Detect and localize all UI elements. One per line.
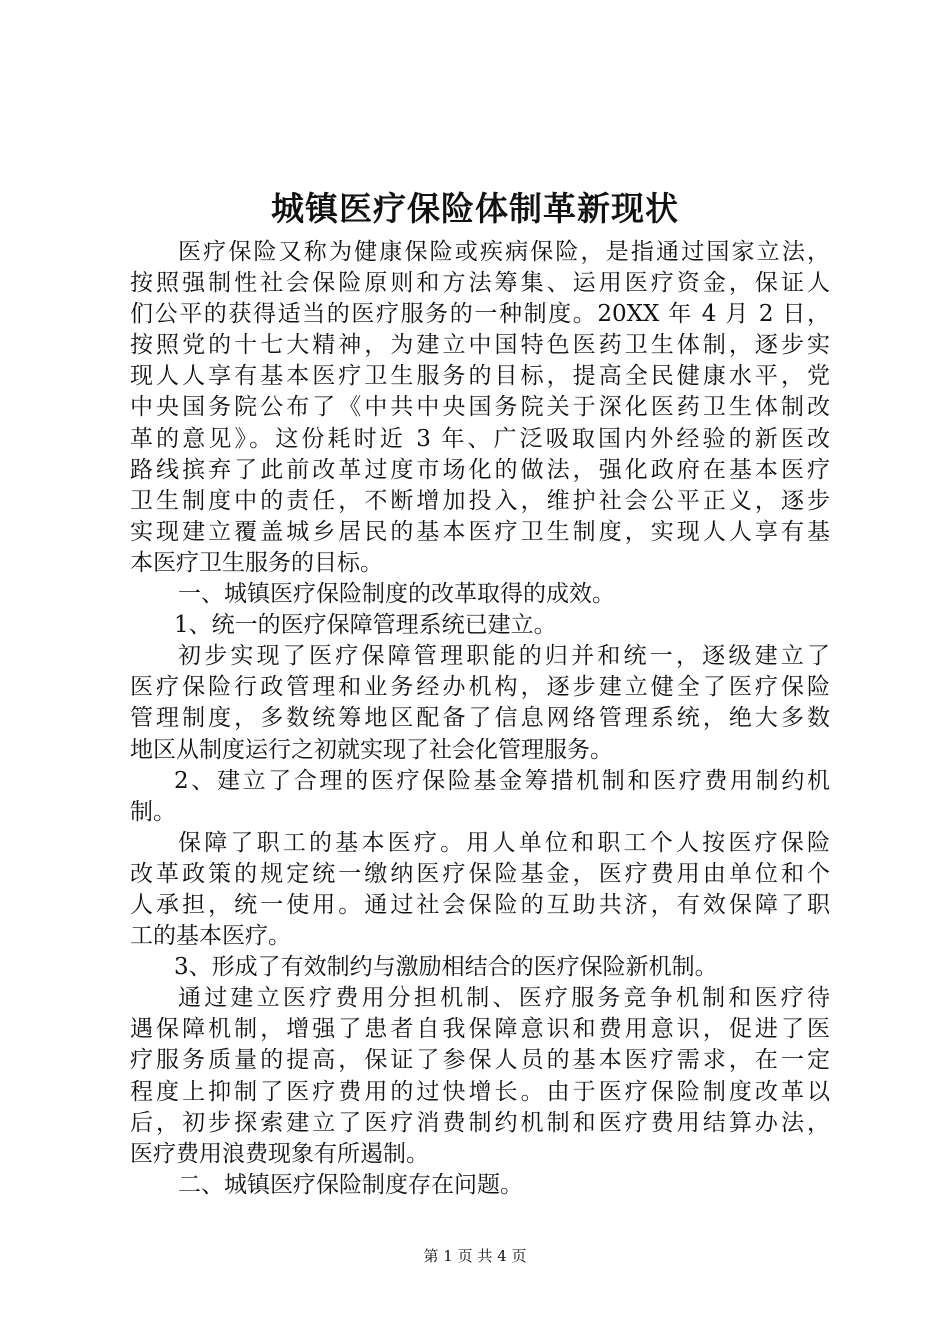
section-heading: 二、城镇医疗保险制度存在问题。 [178,1171,523,1198]
body-line: 保障了职工的基本医疗。用人单位和职工个人按医疗保险 [178,829,830,856]
body-line: 本医疗卫生服务的目标。 [130,549,383,576]
body-line: 现人人享有基本医疗卫生服务的目标，提高全民健康水平，党 [130,363,830,390]
subsection-heading: 1、统一的医疗保障管理系统已建立。 [174,612,557,639]
body-line: 医疗保险行政管理和业务经办机构，逐步建立健全了医疗保险 [130,674,830,701]
subsection-heading-cont: 制。 [130,798,176,825]
body-line: 人承担，统一使用。通过社会保险的互助共济，有效保障了职 [130,891,830,918]
body-line: 地区从制度运行之初就实现了社会化管理服务。 [130,736,613,763]
body-line: 医疗保险又称为健康保险或疾病保险，是指通过国家立法， [178,239,830,265]
body-line: 疗服务质量的提高，保证了参保人员的基本医疗需求，在一定 [130,1047,830,1074]
body-line: 卫生制度中的责任，不断增加投入，维护社会公平正义，逐步 [130,487,830,514]
body-line: 程度上抑制了医疗费用的过快增长。由于医疗保险制度改革以 [130,1078,830,1105]
body-line: 按照党的十七大精神，为建立中国特色医药卫生体制，逐步实 [130,332,830,359]
body-line: 工的基本医疗。 [130,923,291,950]
body-line: 通过建立医疗费用分担机制、医疗服务竞争机制和医疗待 [178,985,830,1012]
subsection-heading: 3、形成了有效制约与激励相结合的医疗保险新机制。 [174,954,718,981]
body-line: 实现建立覆盖城乡居民的基本医疗卫生制度，实现人人享有基 [130,518,830,545]
document-title: 城镇医疗保险体制革新现状 [271,189,679,228]
body-line: 医疗费用浪费现象有所遏制。 [130,1140,429,1167]
body-line: 后，初步探索建立了医疗消费制约机制和医疗费用结算办法， [130,1109,830,1136]
body-line: 初步实现了医疗保障管理职能的归并和统一，逐级建立了 [178,643,830,670]
document-body [130,237,830,1201]
body-line: 遇保障机制，增强了患者自我保障意识和费用意识，促进了医 [130,1016,830,1043]
subsection-heading: 2、建立了合理的医疗保险基金筹措机制和医疗费用制约机 [174,767,830,794]
body-line: 们公平的获得适当的医疗服务的一种制度。20XX 年 4 月 2 日， [130,301,830,328]
body-line: 革的意见》。这份耗时近 3 年、广泛吸取国内外经验的新医改 [130,425,830,452]
body-line: 中央国务院公布了《中共中央国务院关于深化医药卫生体制改 [130,394,830,421]
body-line: 改革政策的规定统一缴纳医疗保险基金，医疗费用由单位和个 [130,860,830,887]
page-footer: 第 1 页 共 4 页 [423,1247,527,1265]
body-line: 路线摈弃了此前改革过度市场化的做法，强化政府在基本医疗 [130,456,830,483]
body-line: 管理制度，多数统筹地区配备了信息网络管理系统，绝大多数 [130,705,830,732]
body-line: 按照强制性社会保险原则和方法筹集、运用医疗资金，保证人 [130,270,830,297]
section-heading: 一、城镇医疗保险制度的改革取得的成效。 [178,581,615,608]
